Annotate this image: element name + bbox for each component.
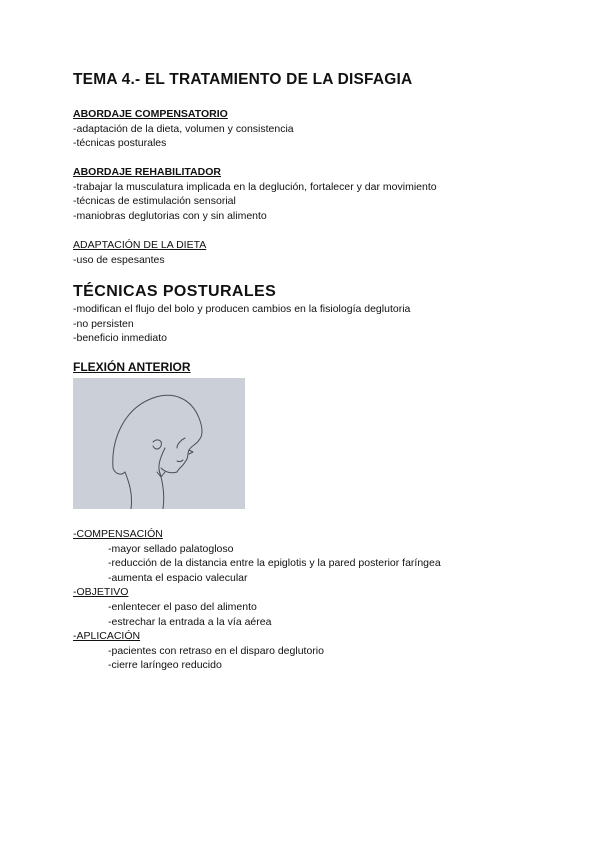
- list-item: -aumenta el espacio valecular: [108, 571, 248, 584]
- section-rehabilitador: [73, 165, 437, 223]
- section-flexion-details: [73, 527, 441, 673]
- flexion-heading: FLEXIÓN ANTERIOR: [73, 360, 191, 374]
- rehabilitador-heading: ABORDAJE REHABILITADOR: [73, 166, 221, 178]
- list-item: -trabajar la musculatura implicada en la deglución, fortalecer y dar movimiento: [73, 180, 437, 193]
- aplicacion-heading: -APLICACIÓN: [73, 630, 141, 643]
- flexion-illustration: [73, 378, 245, 509]
- list-item: -maniobras deglutorias con y sin alimento: [73, 209, 267, 222]
- section-adaptacion: [73, 238, 206, 267]
- list-item: -estrechar la entrada a la vía aérea: [108, 615, 272, 628]
- list-item: -técnicas posturales: [73, 137, 167, 150]
- section-compensatorio: [73, 107, 294, 151]
- objetivo-heading: -OBJETIVO: [73, 586, 129, 599]
- list-item: -adaptación de la dieta, volumen y consistencia: [73, 122, 294, 135]
- tecnicas-heading: TÉCNICAS POSTURALES: [73, 283, 277, 300]
- list-item: -uso de espesantes: [73, 253, 165, 266]
- compensacion-heading: -COMPENSACIÓN: [73, 528, 163, 540]
- list-item: -cierre laríngeo reducido: [108, 659, 222, 672]
- list-item: -enlentecer el paso del alimento: [108, 600, 257, 613]
- adaptacion-heading: ADAPTACIÓN DE LA DIETA: [73, 239, 207, 251]
- list-item: -pacientes con retraso en el disparo deglutorio: [108, 644, 324, 657]
- list-item: -modifican el flujo del bolo y producen cambios en la fisiología deglutoria: [73, 303, 411, 315]
- list-item: -técnicas de estimulación sensorial: [73, 195, 236, 208]
- list-item: -reducción de la distancia entre la epiglotis y la pared posterior faríngea: [108, 557, 441, 570]
- head-flexion-drawing: [73, 378, 245, 509]
- list-item: -no persisten: [73, 317, 134, 330]
- list-item: -mayor sellado palatogloso: [108, 542, 234, 555]
- document-title: TEMA 4.- EL TRATAMIENTO DE LA DISFAGIA: [73, 71, 413, 88]
- compensatorio-heading: ABORDAJE COMPENSATORIO: [73, 108, 228, 120]
- section-tecnicas: [73, 302, 410, 346]
- list-item: -beneficio inmediato: [73, 332, 167, 345]
